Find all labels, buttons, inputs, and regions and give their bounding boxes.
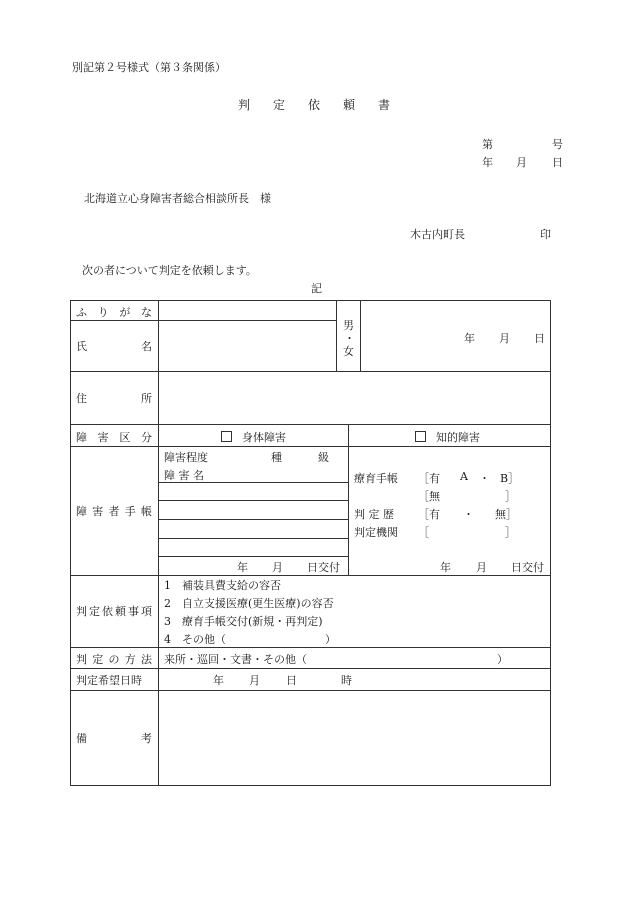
- seal-mark: 印: [540, 228, 551, 241]
- handbook-issue-year: 年: [237, 561, 248, 574]
- title-char: 頼: [342, 98, 355, 112]
- remarks-field[interactable]: [160, 692, 548, 784]
- name-field[interactable]: [160, 322, 335, 370]
- ryoiku-issue-day: 日交付: [511, 561, 544, 574]
- ki-label: 記: [311, 282, 322, 295]
- row-divider: [70, 371, 550, 372]
- ryoiku-none-close: ］: [505, 490, 516, 503]
- handbook-issue-day: 日交付: [307, 561, 340, 574]
- category-physical-option[interactable]: 身体障害: [221, 429, 286, 445]
- table-border-left: [70, 300, 71, 785]
- desired-month: 月: [249, 674, 260, 687]
- row-divider: [70, 446, 550, 447]
- history-dot: ・: [463, 508, 474, 521]
- handbook-line: [158, 556, 348, 557]
- row-divider: [70, 424, 550, 425]
- request-item[interactable]: 3 療育手帳交付(新規・再判定): [164, 615, 323, 628]
- ryoiku-label: 療育手帳: [354, 472, 398, 485]
- request-item[interactable]: 1 補装具費支給の容否: [164, 579, 281, 592]
- history-label: 判 定 歴: [354, 508, 394, 521]
- ryoiku-none[interactable]: ［無: [418, 490, 440, 503]
- document-title: [238, 96, 390, 113]
- title-char: 定: [272, 98, 285, 112]
- category-divider: [348, 424, 349, 575]
- request-sentence: 次の者について判定を依頼します。: [82, 264, 257, 277]
- row-divider: [70, 575, 550, 576]
- agency-open: ［: [418, 526, 429, 539]
- title-char: 判: [238, 98, 251, 112]
- sender: 木古内町長: [410, 228, 465, 241]
- address-label: 住 所: [76, 392, 152, 405]
- form-id: 別記第２号様式（第３条関係）: [72, 61, 226, 74]
- date-year: 年: [482, 156, 493, 169]
- category-label: 障 害 区 分: [76, 431, 152, 444]
- row-divider: [70, 690, 550, 691]
- ryoiku-dot: ・: [479, 472, 490, 485]
- agency-close: ］: [505, 526, 516, 539]
- birth-month: 月: [499, 332, 510, 345]
- label-column-divider: [158, 300, 159, 785]
- ryoiku-has[interactable]: ［有: [418, 472, 440, 485]
- birth-day: 日: [534, 332, 545, 345]
- method-close: ）: [497, 653, 508, 666]
- ryoiku-b[interactable]: B］: [500, 472, 520, 485]
- category-intellectual-option[interactable]: 知的障害: [415, 429, 480, 445]
- desired-date-label: 判定希望日時: [76, 674, 142, 687]
- sex-dot: ・: [344, 332, 355, 345]
- number-dai: 第: [482, 138, 493, 151]
- table-border-bottom: [70, 785, 551, 786]
- handbook-line: [158, 519, 348, 520]
- row-divider: [70, 647, 550, 648]
- furigana-label: ふ り が な: [76, 306, 152, 319]
- checkbox-icon[interactable]: [415, 431, 426, 442]
- title-char: 書: [377, 98, 390, 112]
- handbook-line: [158, 538, 348, 539]
- desired-day: 日: [286, 674, 297, 687]
- history-none[interactable]: 無］: [495, 508, 517, 521]
- date-month: 月: [516, 156, 527, 169]
- furigana-field[interactable]: [160, 302, 335, 319]
- date-day: 日: [552, 156, 563, 169]
- handbook-degree-label: 障害程度: [164, 451, 208, 464]
- request-items-label: 判 定 依 頼 事 項: [76, 605, 152, 618]
- furigana-divider: [70, 320, 336, 321]
- birth-year: 年: [464, 332, 475, 345]
- sex-female[interactable]: 女: [343, 345, 354, 358]
- desired-year: 年: [213, 674, 224, 687]
- table-border-top: [70, 300, 550, 301]
- sex-column-left: [336, 300, 337, 371]
- request-item[interactable]: 4 その他（ ）: [164, 633, 336, 646]
- address-field[interactable]: [160, 373, 548, 423]
- handbook-line: [158, 500, 348, 501]
- addressee: 北海道立心身障害者総合相談所長 様: [84, 192, 271, 205]
- sex-column-right: [360, 300, 361, 371]
- title-char: 依: [307, 98, 320, 112]
- method-label: 判 定 の 方 法: [76, 653, 152, 666]
- table-border-right: [550, 300, 551, 785]
- handbook-grade-label: 級: [318, 451, 329, 464]
- history-has[interactable]: ［有: [418, 508, 440, 521]
- ryoiku-issue-year: 年: [440, 561, 451, 574]
- handbook-name-label: 障 害 名: [164, 469, 204, 482]
- handbook-kind-label: 種: [271, 451, 282, 464]
- number-go: 号: [552, 138, 563, 151]
- agency-label: 判定機関: [354, 526, 398, 539]
- ryoiku-issue-month: 月: [476, 561, 487, 574]
- sex-male[interactable]: 男: [343, 319, 354, 332]
- remarks-label: 備 考: [76, 732, 152, 745]
- handbook-label: 障 害 者 手 帳: [76, 505, 152, 518]
- request-item[interactable]: 2 自立支援医療(更生医療)の容否: [164, 597, 334, 610]
- name-label: 氏 名: [76, 340, 152, 353]
- row-divider: [70, 668, 550, 669]
- method-value[interactable]: 来所・巡回・文書・その他（: [164, 653, 307, 666]
- ryoiku-a[interactable]: A: [460, 470, 468, 483]
- handbook-issue-month: 月: [272, 561, 283, 574]
- desired-hour: 時: [341, 674, 352, 687]
- checkbox-icon[interactable]: [221, 431, 232, 442]
